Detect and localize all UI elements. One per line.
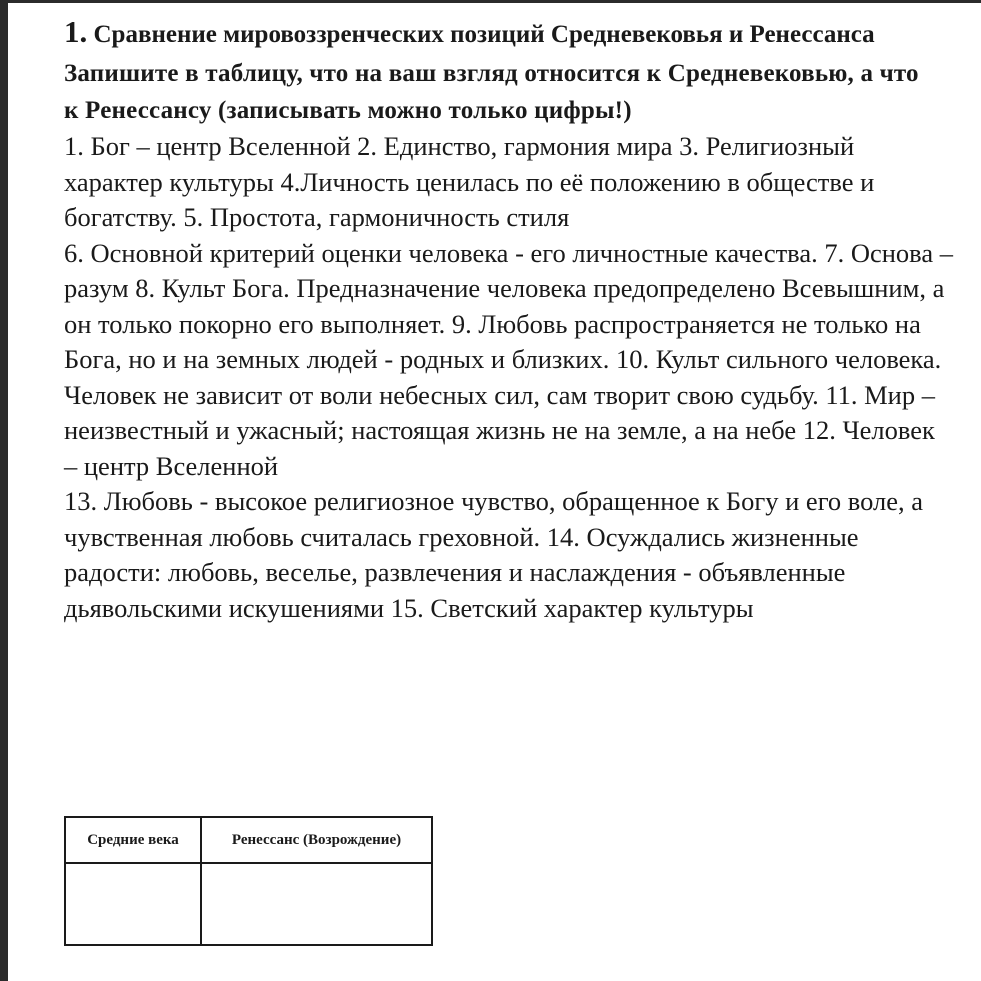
worksheet [64, 12, 959, 626]
cell-renaissance-answer[interactable] [201, 863, 432, 945]
table-header-row [65, 817, 432, 863]
task-instruction: Запишите в таблицу, что на ваш взгляд относится к Средневековью, а что к Ренессансу (записывать можно только цифры!) [64, 60, 919, 124]
items-paragraph-1: 1. Бог – центр Вселенной 2. Единство, гармония мира 3. Религиозный характер культуры 4.Личность ценилась по её положению в обществе и богатству. 5. Простота, гармоничность стиля [64, 131, 875, 232]
answer-table [64, 816, 433, 946]
left-frame-edge [0, 0, 8, 981]
task-title-text: Сравнение мировоззренческих позиций Средневековья и Ренессанса [93, 21, 875, 48]
header-renaissance: Ренессанс (Возрождение) [201, 817, 432, 863]
task-number: 1. [64, 14, 88, 49]
items-paragraph-3: 13. Любовь - высокое религиозное чувство, обращенное к Богу и его воле, а чувственная любовь считалась греховной. 14. Осуждались жизненные радости: любовь, веселье, развлечения и наслаждения - объявленные дьявольскими искушениями 15. Светский характер культуры [64, 486, 924, 623]
cell-middle-ages-answer[interactable] [65, 863, 201, 945]
items-paragraph-2: 6. Основной критерий оценки человека - его личностные качества. 7. Основа – разум 8. Культ Бога. Предназначение человека предопределено Всевышним, а он только покорно его выполняет. 9. Любовь распространяется не только на Бога, но и на земных людей - родных и близких. 10. Культ сильного человека. Человек не зависит от воли небесных сил, сам творит свою судьбу. 11. Мир – неизвестный и ужасный; настоящая жизнь не на земле, а на небе 12. Человек – центр Вселенной [64, 237, 953, 481]
table-row [65, 863, 432, 945]
header-middle-ages: Средние века [65, 817, 201, 863]
top-frame-edge [0, 0, 981, 3]
task-title [64, 12, 904, 55]
